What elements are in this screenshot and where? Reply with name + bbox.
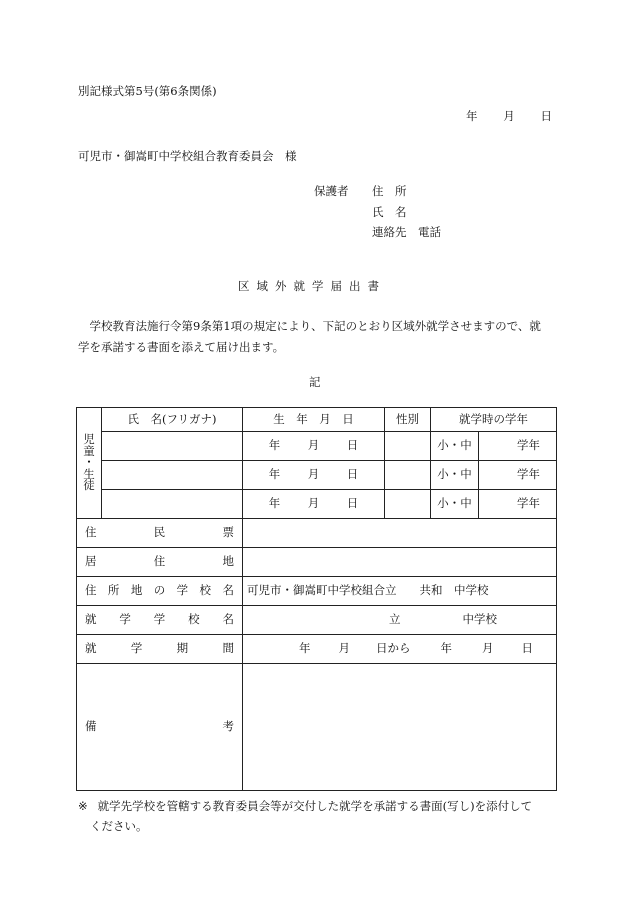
remarks-value[interactable] — [243, 664, 557, 791]
guardian-label: 保護者 — [314, 184, 349, 198]
student-birth-cell[interactable]: 年 月 日 — [243, 490, 385, 519]
juminhyo-row — [77, 519, 557, 548]
student-name-cell[interactable] — [102, 432, 243, 461]
address-label: 住 所 — [372, 184, 407, 198]
residence-school-row — [77, 577, 557, 606]
student-grade-cell[interactable]: 学年 — [479, 490, 557, 519]
period-row — [77, 635, 557, 664]
ki-mark: 記 — [309, 375, 321, 389]
residence-school-label: 住 所 地 の 学 校 名 — [77, 577, 243, 606]
name-label: 氏 名 — [372, 205, 407, 219]
date-month-label: 月 — [503, 109, 515, 123]
kyojuchi-row — [77, 548, 557, 577]
date-day-label: 日 — [540, 109, 552, 123]
student-birth-cell[interactable]: 年 月 日 — [243, 461, 385, 490]
document-title: 区域外就学届出書 — [238, 279, 386, 293]
name-header: 氏 名(フリガナ) — [102, 408, 243, 432]
addressee: 可児市・御嵩町中学校組合教育委員会 様 — [78, 149, 297, 163]
body-line-1: 学校教育法施行令第9条第1項の規定により、下記のとおり区域外就学させますので、就 — [78, 319, 541, 333]
footnote-text: 就学先学校を管轄する教育委員会等が交付した就学を承諾する書面(写し)を添付して — [97, 799, 533, 813]
student-sex-cell[interactable] — [385, 490, 431, 519]
residence-school-value[interactable]: 可児市・御嵩町中学校組合立 共和 中学校 — [243, 577, 557, 606]
student-name-cell[interactable] — [102, 461, 243, 490]
application-table — [76, 407, 557, 791]
form-number: 別記様式第5号(第6条関係) — [78, 84, 217, 98]
student-side-label: 児 童 ・ 生 徒 — [77, 408, 102, 519]
student-school-type[interactable]: 小・中 — [431, 490, 479, 519]
student-row — [77, 432, 557, 461]
student-birth-cell[interactable]: 年 月 日 — [243, 432, 385, 461]
attending-school-value[interactable]: 立 中学校 — [243, 606, 557, 635]
kyojuchi-value[interactable] — [243, 548, 557, 577]
attending-school-label: 就 学 学 校 名 — [77, 606, 243, 635]
contact-label: 連絡先 電話 — [372, 225, 441, 239]
juminhyo-value[interactable] — [243, 519, 557, 548]
student-header-row — [77, 408, 557, 432]
student-grade-cell[interactable]: 学年 — [479, 461, 557, 490]
submission-date — [466, 108, 552, 124]
student-row — [77, 490, 557, 519]
grade-header: 就学時の学年 — [431, 408, 557, 432]
juminhyo-label: 住 民 票 — [77, 519, 243, 548]
remarks-label: 備 考 — [77, 664, 243, 791]
attending-school-row — [77, 606, 557, 635]
student-name-cell[interactable] — [102, 490, 243, 519]
student-school-type[interactable]: 小・中 — [431, 432, 479, 461]
footnote — [78, 796, 560, 836]
student-sex-cell[interactable] — [385, 461, 431, 490]
student-row — [77, 461, 557, 490]
sex-header: 性別 — [385, 408, 431, 432]
footnote-text-2: ください。 — [90, 819, 148, 833]
period-value[interactable]: 年 月 日から 年 月 日 — [243, 635, 557, 664]
student-grade-cell[interactable]: 学年 — [479, 432, 557, 461]
kyojuchi-label: 居 住 地 — [77, 548, 243, 577]
body-line-2: 学を承諾する書面を添えて届け出ます。 — [78, 340, 285, 354]
birth-header: 生 年 月 日 — [243, 408, 385, 432]
period-label: 就 学 期 間 — [77, 635, 243, 664]
remarks-row — [77, 664, 557, 791]
student-school-type[interactable]: 小・中 — [431, 461, 479, 490]
student-sex-cell[interactable] — [385, 432, 431, 461]
date-year-label: 年 — [466, 109, 478, 123]
footnote-mark: ※ — [78, 799, 88, 813]
